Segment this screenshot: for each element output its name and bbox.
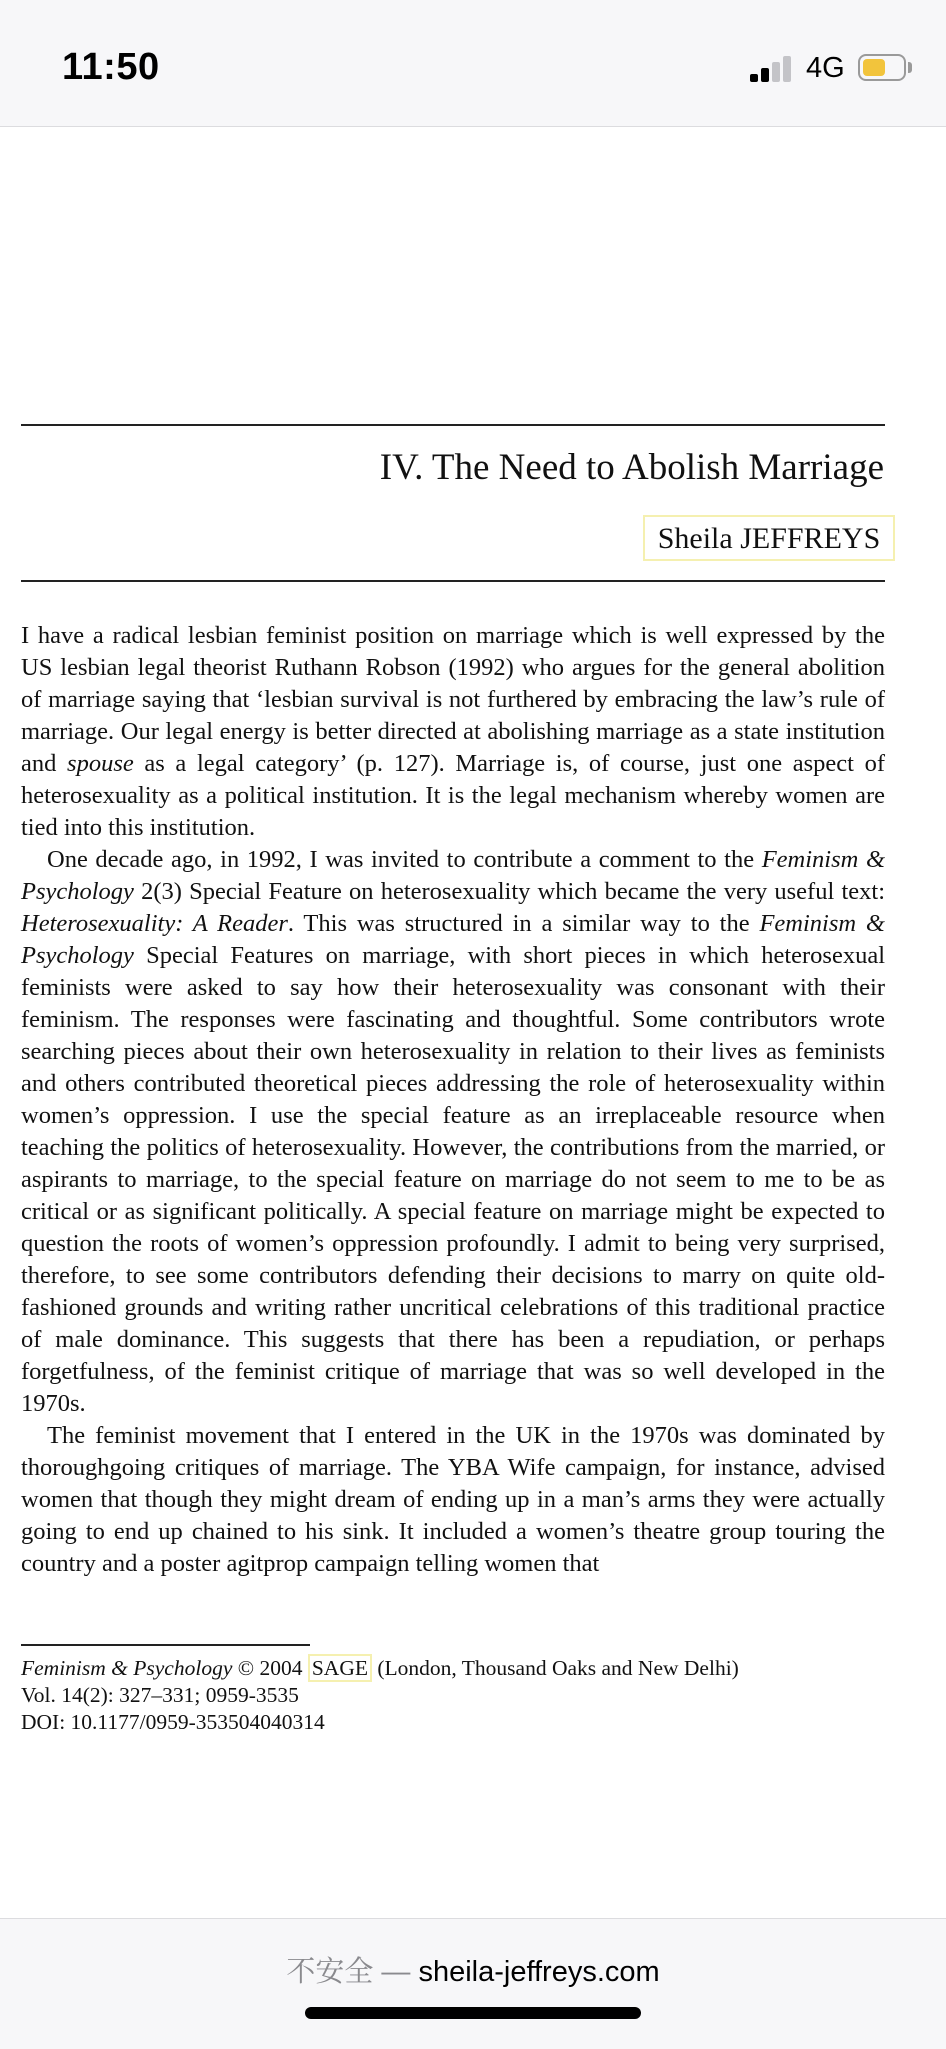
signal-bar [750,74,758,82]
article-body [21,620,885,1580]
signal-bar [761,68,769,82]
battery-level [863,59,885,76]
italic-text-run: Feminism & Psychology [21,846,886,905]
battery-icon [858,54,906,81]
citation-line [21,1655,901,1682]
article-paragraph [21,844,885,1420]
copyright-text: © 2004 [232,1656,308,1680]
header-bottom-rule [21,580,885,582]
italic-text-run: Feminism & Psychology [21,910,885,969]
footnote-rule [21,1644,310,1646]
text-run: as a legal category’ (p. 127). Marriage is, of course, just one aspect of heterosexuality as a political institution. It is the legal mechanism whereby women are tied into this institution. [21,750,886,841]
security-warning: 不安全 — [286,1956,419,1988]
article-paragraph [21,620,885,844]
signal-bar [783,56,791,82]
publisher-link[interactable]: SAGE [308,1654,372,1682]
clock: 11:50 [62,46,160,88]
status-bar [0,0,946,127]
home-indicator[interactable] [305,2007,641,2019]
doi: DOI: 10.1177/0959-353504040314 [21,1710,325,1734]
text-run: I have a radical lesbian feminist position on marriage which is well expressed by the US lesbian legal theorist Ruthann Robson (1992) who argues for the general abolition of marriage saying that ‘lesbian survival is not furthered by embracing the law’s rule of marriage. Our legal energy is better directed at abolishing marriage as a state institution and [21,622,885,777]
top-rule [21,424,885,426]
article-paragraph [21,1420,885,1580]
browser-address-bar[interactable] [0,1918,946,2049]
network-type: 4G [806,52,845,84]
cellular-signal-icon [750,56,794,82]
battery-tip [908,62,912,73]
text-run: 2(3) Special Feature on heterosexuality which became the very useful text: [133,878,885,905]
italic-text-run: Heterosexuality: A Reader [21,910,288,937]
footnote [21,1655,901,1736]
address-text[interactable] [0,1949,946,1990]
italic-text-run: spouse [67,750,134,777]
url-domain: sheila-jeffreys.com [418,1956,660,1988]
text-run: The feminist movement that I entered in the UK in the 1970s was dominated by thoroughgoing critiques of marriage. The YBA Wife campaign, for instance, advised women that though they might dream of ending up in a man’s arms they were actually going to end up chained to his sink. It included a women’s theatre group touring the country and a poster agitprop campaign telling women that [21,1422,885,1577]
publisher-location: (London, Thousand Oaks and New Delhi) [372,1656,739,1680]
article-heading: IV. The Need to Abolish Marriage [379,447,884,488]
text-run: One decade ago, in 1992, I was invited to contribute a comment to the [47,846,762,873]
text-run: . This was structured in a similar way to the [287,910,760,937]
journal-title: Feminism & Psychology [21,1656,233,1680]
text-run: Special Features on marriage, with short pieces in which heterosexual feminists were asked to say how their heterosexuality was consonant with their feminism. The responses were fascinating and thoughtful. Some contributors wrote searching pieces about their own heterosexuality in relation to their lives as feminists and others contributed theoretical pieces addressing the role of heterosexuality within women’s oppression. I use the special feature as an irreplaceable resource when teaching the politics of heterosexuality. However, the contributions from the married, or aspirants to marriage, to the special feature on marriage do not seem to me to be as critical or as significant politically. A special feature on marriage might be expected to question the roots of women’s oppression profoundly. I admit to being very surprised, therefore, to see some contributors defending their decisions to marry on quite old-fashioned grounds and writing rather uncritical celebrations of this traditional practice of male dominance. This suggests that there has been a repudiation, or perhaps forgetfulness, of the feminist critique of marriage that was so well developed in the 1970s. [21,942,885,1417]
signal-bar [772,62,780,82]
volume-info: Vol. 14(2): 327–331; 0959-3535 [21,1683,299,1707]
author-name[interactable]: Sheila JEFFREYS [643,515,895,561]
